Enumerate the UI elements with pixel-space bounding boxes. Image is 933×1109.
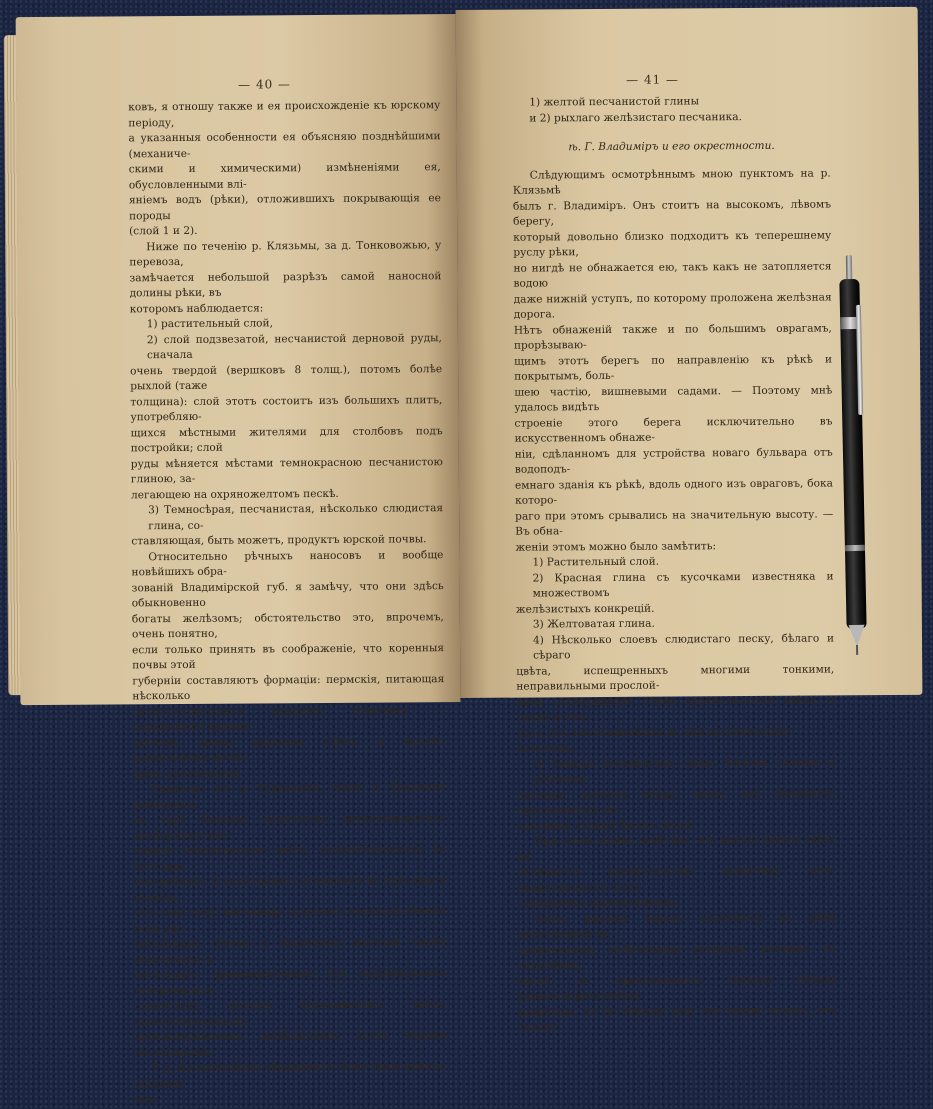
text-line: пятнами желтаго песку; книзу она начинаетъ прослоиваться не bbox=[517, 786, 836, 817]
text-line: нигдѣ не представляютъ сколько нибудь удовлетворительныхъ bbox=[518, 972, 837, 1003]
text-line: зованій Владимірской губ. я замѣчу, что они здѣсь обыкновенно bbox=[131, 579, 444, 610]
text-line: скими и химическими) измѣненіями ея, обусловленными влі- bbox=[128, 161, 441, 191]
text-line: чугуноплавильныхъ заводовъ, тріасовыя — поражающія яркимъ bbox=[132, 703, 445, 734]
text-line: Нѣтъ обнаженій также и по большимъ оврагамъ, прорѣзываю- bbox=[513, 321, 832, 352]
text-line: наго, отъ заключающихся въ ней органическихъ остатковъ. bbox=[516, 725, 792, 755]
text-line: разрѣзовъ, но по общему виду ихъ можно думать, что только bbox=[518, 1003, 837, 1034]
left-page-text bbox=[128, 98, 447, 1108]
text-line: 3) Желтоватая глина. bbox=[532, 617, 655, 631]
text-line: 1) Растительный слой. bbox=[532, 555, 660, 569]
text-line: очень твердой (вершковъ 8 толщ.), потомъ болѣе рыхлой (таже bbox=[130, 362, 443, 393]
text-line: глинистыхъ кусковъ охряножелтаго цвѣта, сцементированныхъ bbox=[134, 998, 447, 1028]
text-line: 4) Нѣсколько слоевъ слюдистаго песку, бѣлаго и сѣраго bbox=[532, 631, 835, 662]
text-line: женіи этомъ можно было замѣтить: bbox=[515, 539, 717, 554]
text-line: При этомъ нужно замѣтить, что напластованіе здѣсь не bbox=[517, 833, 836, 864]
text-line: 3) Темносѣрая, песчанистая, нѣсколько слюдистая глина, со- bbox=[148, 502, 444, 532]
section-heading: ѣ. Г. Владиміръ и его окрестности. bbox=[568, 139, 775, 154]
text-line: цвѣтомъ своихъ красныхъ глинъ, и юрскія, изобилующія желѣз- bbox=[132, 734, 445, 765]
pencil-clip bbox=[856, 305, 863, 415]
text-line: легающею на охряножелтомъ пескѣ. bbox=[130, 487, 339, 501]
text-line: 2) Красная глина съ кусочками известняка и множествомъ bbox=[532, 569, 834, 600]
text-line: Недалеко отъ д. Тонковожи, близъ д. Кадыевой добывалось bbox=[133, 781, 446, 811]
text-line: изъ: bbox=[135, 1093, 159, 1106]
text-line: правильными, небольшими уступами, которые, къ сожалѣнію, bbox=[518, 941, 837, 972]
left-page bbox=[16, 14, 461, 1106]
text-line: У д. Колокольницы обнажаются тоже одни наносы, состоящ. bbox=[135, 1060, 448, 1090]
text-line: ставляющая, быть можетъ, продуктъ юрской почвы. bbox=[131, 533, 427, 548]
text-line: 5) Темная песчанистая глина, богатая слюдою и усѣянная bbox=[533, 755, 835, 786]
text-line: былъ г. Владиміръ. Онъ стоитъ на высокомъ, лѣвомъ берегу, bbox=[512, 197, 832, 228]
text-line: совершенно перепутаннымъ. bbox=[517, 896, 682, 910]
text-line: но нигдѣ не обнажается ею, такъ какъ не затопляется водою bbox=[513, 259, 832, 290]
text-line: а указанныя особенности ея объясняю позднѣйшими (механиче- bbox=[128, 130, 441, 160]
text-line: шею частію, вишневыми садами. — Поэтому мнѣ удалось видѣть bbox=[514, 383, 833, 414]
text-line: цвѣта, испещренныхъ многими тонкими, неправильными прослой- bbox=[516, 662, 835, 693]
text-line: въ горѣ большое количество крупнозернистаго желѣзистаго пес- bbox=[133, 812, 446, 842]
text-line: постройкахъ. Я осматривалъ оставшіяся въ горѣ ямы и нашелъ, bbox=[133, 874, 446, 904]
pencil-tip-top bbox=[846, 255, 853, 281]
text-line: нымъ колчеданомъ. bbox=[132, 767, 245, 780]
text-line: яніемъ водъ (рѣки), отложившихъ покрывающія ее породы bbox=[128, 192, 441, 222]
page-number-left: — 40 — bbox=[238, 77, 292, 92]
text-line: даже нижній уступъ, по которому проложена желѣзная дорога. bbox=[513, 290, 832, 321]
text-line: емнаго зданія къ рѣкѣ, вдоль одного изъ овраговъ, бока которо- bbox=[514, 476, 833, 507]
text-line: состоящаго преимущественно изъ неправильныхъ отвердѣвшихъ bbox=[134, 967, 447, 997]
text-line: руды мѣняется мѣстами темнокрасною песчанистою глиною, за- bbox=[130, 455, 443, 486]
text-line: ковъ, я отношу также и ея происхожденіе къ юрскому періоду, bbox=[128, 99, 441, 129]
text-line: если только принять въ соображеніе, что коренныя почвы этой bbox=[132, 641, 445, 672]
text-line: Слѣдующимъ осмотрѣннымъ мною пунктомъ на р. Клязьмѣ bbox=[512, 166, 831, 197]
right-page-text bbox=[512, 93, 837, 1036]
text-line: 1) желтой песчанистой глины bbox=[529, 95, 700, 109]
pencil-cone bbox=[849, 625, 865, 647]
text-line: отличается правильностію, напротивъ того, представляется часто bbox=[517, 864, 836, 895]
text-line: что слой этого песчаника залегаетъ непосредственно подъ рас- bbox=[133, 905, 446, 935]
text-line: 1) растительный слой, bbox=[146, 317, 274, 331]
text-line: желѣзистыхъ конкрецій. bbox=[515, 602, 655, 616]
text-line: толщина): слой этотъ состоитъ изъ большихъ плитъ, употребляю- bbox=[130, 393, 443, 424]
text-line: Относительно рѣчныхъ наносовъ и вообще новѣйшихъ обра- bbox=[131, 548, 444, 579]
pencil-grip-ring bbox=[845, 545, 865, 551]
open-book bbox=[2, 3, 925, 1106]
text-line: крупнозернистымъ, желѣзистымъ, почти черным песчаникомъ. bbox=[134, 1029, 447, 1059]
page-number-right: — 41 — bbox=[626, 72, 680, 87]
pencil-body bbox=[839, 279, 866, 629]
text-line: щихся мѣстными жителями для столбовъ подъ постройки; слой bbox=[130, 424, 443, 455]
text-line: тительнымъ слоемъ и заключаетъ мѣстами глыбы конгломерата, bbox=[134, 936, 447, 966]
text-line: 2) слой подзвезатой, несчанистой дерновой руды, сначала bbox=[146, 331, 442, 362]
text-line: чаника темнокраснаго цвѣта, употреблявшагося на бутъ при bbox=[133, 843, 446, 873]
text-line: строеніе этого берега исключительно въ искусственномъ обнаже- bbox=[514, 414, 833, 445]
text-line: толстыми слоями бѣлаго песку. bbox=[517, 818, 697, 833]
text-line: Этотъ высокій берегъ спускается къ рѣкѣ нѣсколькими не- bbox=[518, 910, 837, 941]
text-line: щимъ этотъ берегъ по направленію къ рѣкѣ и покрытымъ, боль- bbox=[514, 352, 833, 383]
text-line: Ниже по теченію р. Клязьмы, за д. Тонковожью, у перевоза, bbox=[129, 238, 442, 269]
text-line: губерніи составляютъ формаціи: пермскія, питающая нѣсколько bbox=[132, 672, 445, 703]
text-line: богаты желѣзомъ; обстоятельство это, впрочемъ, очень понятно, bbox=[131, 610, 444, 641]
text-line: замѣчается небольшой разрѣзъ самой наносной долины рѣки, въ bbox=[129, 269, 442, 300]
text-line: (слой 1 и 2). bbox=[129, 224, 198, 238]
text-line: который довольно близко подходитъ къ теперешнему руслу рѣки, bbox=[513, 228, 832, 259]
pencil-lead bbox=[856, 645, 858, 655]
text-line: раго при этомъ срывались на значительную высоту. — Въ обна- bbox=[515, 507, 834, 538]
text-line: которомъ наблюдается: bbox=[129, 301, 264, 315]
text-line: ками затвердѣвшей глины охряно-желтаго цвѣта, а также и тем- bbox=[516, 693, 835, 724]
text-line: ніи, сдѣланномъ для устройства новаго бульвара отъ водоподъ- bbox=[514, 445, 833, 476]
text-line: и 2) рыхлаго желѣзистаго песчаника. bbox=[529, 110, 742, 125]
